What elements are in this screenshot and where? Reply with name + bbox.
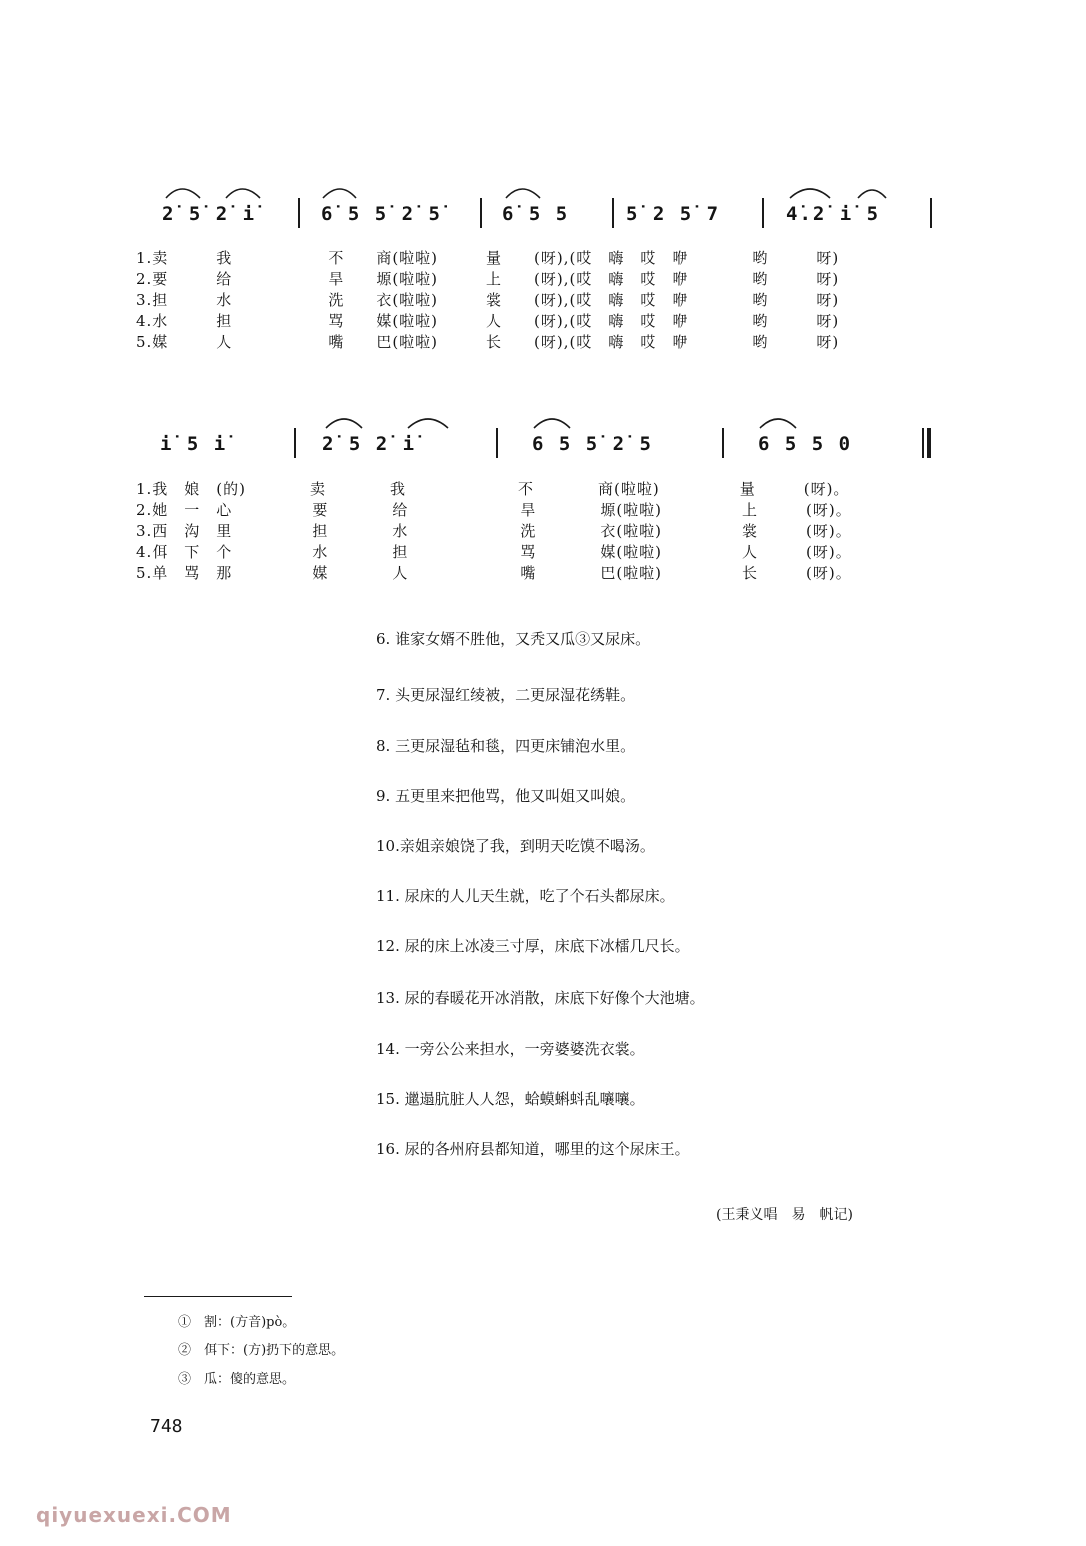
measure-7: 2̇ 5 2̇ i̇ <box>322 433 417 455</box>
measure-4: 5̇ 2 5̇ 7 <box>626 203 721 225</box>
verse-line: 11. 尿床的人儿天生就，吃了个石头都尿床。 <box>376 887 675 905</box>
lyric-line: 1.卖 我 不 商(啦啦) 量 (呀),(哎 嗨 哎 咿 哟 呀) <box>136 249 840 267</box>
measure-5: 4̇.2̇ i̇ 5 <box>786 203 881 225</box>
measure-1: 2̇ 5̇ 2̇ i̇ <box>162 203 257 225</box>
verse-line: 8. 三更尿湿毡和毯，四更床铺泡水里。 <box>376 737 636 755</box>
verse-line: 14. 一旁公公来担水，一旁婆婆洗衣裳。 <box>376 1040 645 1058</box>
footnote-rule <box>144 1296 292 1297</box>
verse-line: 13. 尿的春暖花开冰消散，床底下好像个大池塘。 <box>376 989 705 1007</box>
slur-marks <box>0 0 1086 500</box>
lyric-line: 4.水 担 骂 媒(啦啦) 人 (呀),(哎 嗨 哎 咿 哟 呀) <box>136 312 840 330</box>
lyric-line: 1.我 娘 (的) 卖 我 不 商(啦啦) 量 (呀)。 <box>136 480 850 498</box>
verse-line: 6. 谁家女婿不胜他，又秃又瓜③又尿床。 <box>376 630 651 648</box>
measure-2: 6̇ 5 5̇ 2̇ 5̇ <box>321 203 442 225</box>
slur <box>760 419 796 428</box>
measure-8: 6 5 5̇ 2̇ 5 <box>532 433 653 455</box>
measure-6: i̇ 5 i̇ <box>160 433 228 455</box>
lyric-line: 2.她 一 心 要 给 旱 塬(啦啦) 上 (呀)。 <box>136 501 852 519</box>
performer-credit: (王秉义唱 易 帆记) <box>716 1207 853 1223</box>
verse-line: 12. 尿的床上冰凌三寸厚，床底下冰檑几尺长。 <box>376 937 690 955</box>
slur <box>534 419 570 428</box>
slur <box>326 419 362 428</box>
footnote: ③ 瓜：傻的意思。 <box>178 1372 296 1387</box>
verse-line: 10.亲姐亲娘饶了我，到明天吃馍不喝汤。 <box>376 837 655 855</box>
measure-3: 6̇ 5 5 <box>502 203 570 225</box>
lyric-line: 5.单 骂 那 媒 人 嘴 巴(啦啦) 长 (呀)。 <box>136 564 852 582</box>
measure-9: 6 5 5 0 <box>758 433 853 455</box>
verse-line: 16. 尿的各州府县都知道，哪里的这个尿床王。 <box>376 1140 690 1158</box>
verse-line: 15. 邋遢肮脏人人怨，蛤蟆蝌蚪乱嚷嚷。 <box>376 1090 645 1108</box>
footnote: ① 割：(方音)pò。 <box>178 1315 296 1330</box>
verse-line: 7. 头更尿湿红绫被，二更尿湿花绣鞋。 <box>376 686 636 704</box>
watermark: qiyuexuexi.COM <box>36 1503 232 1527</box>
verse-line: 9. 五更里来把他骂，他又叫姐又叫娘。 <box>376 787 636 805</box>
footnote: ② 佴下：(方)扔下的意思。 <box>178 1343 345 1358</box>
lyric-line: 3.西 沟 里 担 水 洗 衣(啦啦) 裳 (呀)。 <box>136 522 852 540</box>
lyric-line: 2.要 给 旱 塬(啦啦) 上 (呀),(哎 嗨 哎 咿 哟 呀) <box>136 270 840 288</box>
lyric-line: 5.媒 人 嘴 巴(啦啦) 长 (呀),(哎 嗨 哎 咿 哟 呀) <box>136 333 840 351</box>
lyric-line: 4.佴 下 个 水 担 骂 媒(啦啦) 人 (呀)。 <box>136 543 852 561</box>
slur <box>408 419 448 428</box>
lyric-line: 3.担 水 洗 衣(啦啦) 裳 (呀),(哎 嗨 哎 咿 哟 呀) <box>136 291 840 309</box>
page-number: 748 <box>150 1416 183 1437</box>
